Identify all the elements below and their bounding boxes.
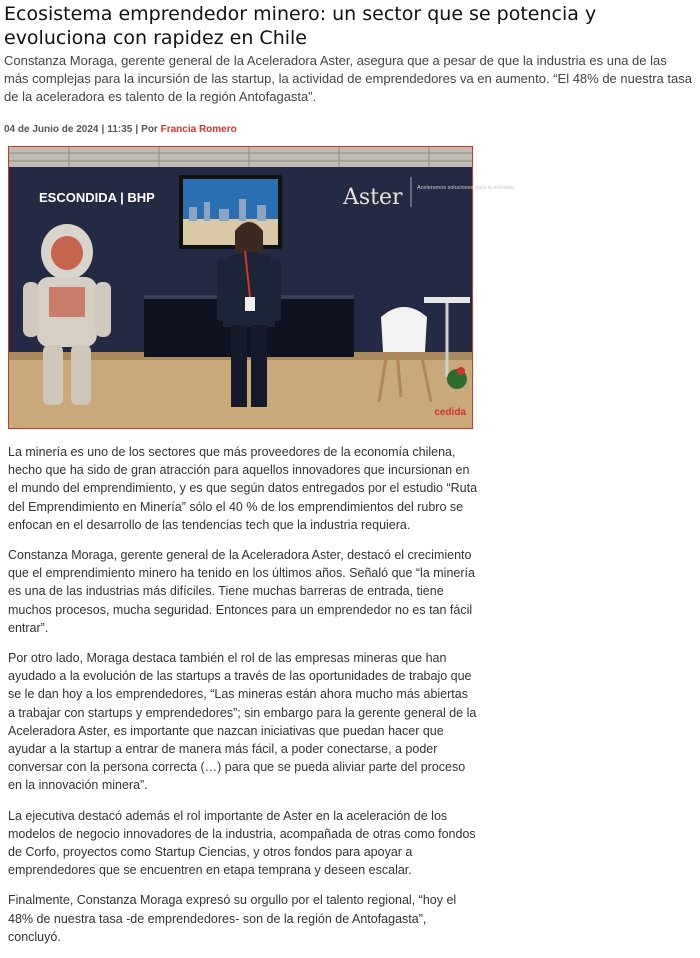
photo-caption: cedida [434, 407, 466, 418]
booth-photo-illustration [9, 147, 515, 428]
article-photo [8, 146, 515, 429]
article-lead: Constanza Moraga, gerente general de la Aceleradora Aster, asegura que a pesar de que la industria es una de las más complejas para la incursión de las startup, la actividad de emprendedores va en aumento. “El 48% de nuestra tasa de la aceleradora es talento de la región Antofagasta”. [4, 53, 692, 104]
article-byline: 04 de Junio de 2024 | 11:35 | Por Francia Romero [4, 124, 237, 135]
body-paragraph-5: Finalmente, Constanza Moraga expresó su orgullo por el talento regional, “hoy el 48% de nuestra tasa -de emprendedores- son de la región de Antofagasta”, concluyó. [8, 893, 457, 944]
body-paragraph-4: La ejecutiva destacó además el rol importante de Aster en la aceleración de los modelos de negocio innovadores de la industria, acompañada de otras como fondos de Corfo, proyectos como Startup Ciencias, y otros fondos para apoyar a emprendedores que se encuentren en etapa temprana y deseen escalar. [8, 808, 476, 878]
by-prefix: Por [141, 124, 158, 135]
publish-date: 04 de Junio de 2024 [4, 124, 99, 135]
body-paragraph-3: Por otro lado, Moraga destaca también el rol de las empresas mineras que han ayudado a la evolución de las startups a través de las oportunidades de trabajo que se le dan hoy a los emprendedores, “Las mineras están ahora mucho más abiertas a trabajar con startups y emprendedores”; sin embargo para la gerente general de la Aceleradora Aster, es importante que nazcan iniciativas que puedan hacer que ayudar a la startup a entrar de manera más fácil, a poder conectarse, a poder conversar con la persona correcta (…) para que se pueda aliviar parte del proceso en la innovación minera”. [8, 651, 477, 793]
author-link[interactable]: Francia Romero [160, 124, 237, 135]
booth-sign-left: ESCONDIDA | BHP [39, 190, 155, 205]
article-body [8, 443, 478, 958]
body-paragraph-2: Constanza Moraga, gerente general de la Aceleradora Aster, destacó el crecimiento que el emprendimiento minero ha tenido en los últimos años. Señaló que “la minería es una de las industrias más difíciles. Tiene muchas barreras de entrada, tiene muchos procesos, mucha seguridad. Entonces para un emprendedor no es tan fácil entrar”. [8, 548, 475, 635]
article-headline: Ecosistema emprendedor minero: un sector que se potencia y evoluciona con rapidez en Chile [4, 3, 597, 49]
booth-sign-right: Aster [343, 185, 403, 210]
body-paragraph-1: La minería es uno de los sectores que más proveedores de la economía chilena, hecho que ha sido de gran atracción para aquellos innovadores que incursionan en el mundo del emprendimiento, y es que según datos entregados por el estudio “Ruta del Emprendimiento en Minería” sólo el 40 % de los emprendimientos del rubro se enfocan en el desarrollo de las tendencias tech que la industria requiera. [8, 445, 478, 532]
booth-sign-right-sub: Aceleramos soluciones para la industria [417, 185, 515, 191]
publish-time: 11:35 [107, 124, 133, 135]
